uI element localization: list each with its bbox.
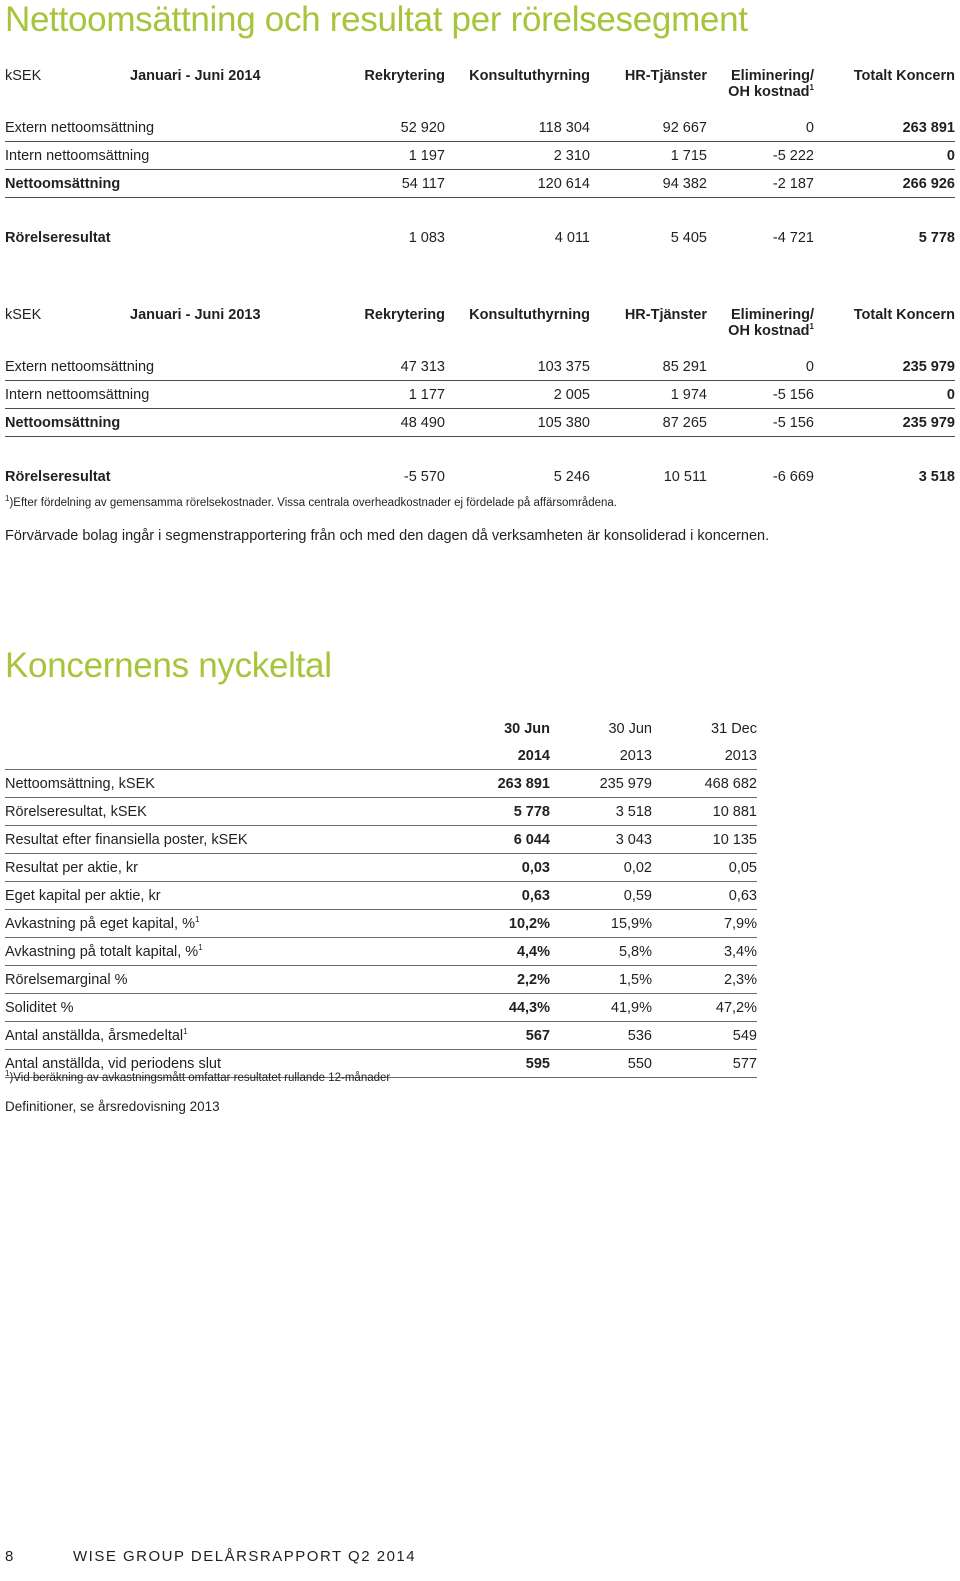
cell: 5 778 [918, 229, 955, 246]
col-rekrytering: Rekrytering [364, 68, 445, 84]
cell: 103 375 [445, 353, 590, 381]
cell: 1 715 [590, 142, 707, 170]
row-label: Eget kapital per aktie, kr [5, 882, 360, 910]
cell: 3,4% [652, 938, 757, 966]
period-label: Januari - Juni 2013 [130, 307, 261, 323]
cell: 1,5% [550, 966, 652, 994]
key-figures-table [5, 715, 757, 1078]
cell: 235 979 [814, 409, 955, 437]
cell: 2,2% [360, 966, 550, 994]
col-eliminering: Eliminering/ OH kostnad$^1$ [728, 307, 814, 339]
row-label: Avkastning på totalt kapital, %$^1$ [5, 938, 360, 966]
cell: 0,63 [360, 882, 550, 910]
cell: 0,59 [550, 882, 652, 910]
cell: 0 [707, 114, 814, 142]
table-header-row [5, 68, 955, 114]
col-konsultuthyrning: Konsultuthyrning [469, 307, 590, 323]
table-row [5, 910, 757, 938]
cell: -5 570 [403, 468, 445, 485]
cell: -5 222 [707, 142, 814, 170]
table-row [5, 463, 955, 490]
row-label: Nettoomsättning [5, 409, 270, 437]
row-label: Rörelseresultat [5, 468, 111, 485]
cell: 52 920 [270, 114, 445, 142]
cell: 5,8% [550, 938, 652, 966]
cell: 10,2% [360, 910, 550, 938]
table-row [5, 938, 757, 966]
period-label: Januari - Juni 2014 [130, 68, 261, 84]
cell: 550 [550, 1050, 652, 1078]
cell: -5 156 [707, 381, 814, 409]
table-row [5, 826, 757, 854]
table-row [5, 409, 955, 437]
segment-footnote: $^1$)Efter fördelning av gemensamma rörelsekostnader. Vissa centrala overheadkostnader ej fördelade på affärsområdena. [5, 494, 617, 509]
cell: 0 [814, 381, 955, 409]
row-label: Rörelsemarginal % [5, 966, 360, 994]
cell: 3 043 [550, 826, 652, 854]
row-label: Antal anställda, årsmedeltal$^1$ [5, 1022, 360, 1050]
table-row [5, 994, 757, 1022]
cell: 4,4% [360, 938, 550, 966]
row-label: Soliditet % [5, 994, 360, 1022]
cell: 1 177 [270, 381, 445, 409]
table-row [5, 854, 757, 882]
row-label: Antal anställda, vid periodens slut [5, 1050, 360, 1078]
table-header-row [5, 715, 757, 742]
cell: 5 405 [670, 229, 707, 246]
cell: 0 [707, 353, 814, 381]
cell: 7,9% [652, 910, 757, 938]
cell: 41,9% [550, 994, 652, 1022]
cell: 0,02 [550, 854, 652, 882]
report-title: WISE GROUP DELÅRSRAPPORT Q2 2014 [73, 1548, 417, 1565]
col-hr-tjanster: HR-Tjänster [624, 68, 707, 84]
cell: 5 778 [360, 798, 550, 826]
cell: 54 117 [270, 170, 445, 198]
unit-label: kSEK [5, 68, 42, 84]
key-figures-title: Koncernens nyckeltal [5, 646, 332, 685]
cell: 577 [652, 1050, 757, 1078]
col-konsultuthyrning: Konsultuthyrning [469, 68, 590, 84]
definitions-note: Definitioner, se årsredovisning 2013 [5, 1099, 220, 1114]
row-label: Nettoomsättning, kSEK [5, 770, 360, 798]
cell: -2 187 [707, 170, 814, 198]
row-label: Rörelseresultat, kSEK [5, 798, 360, 826]
cell: -6 669 [772, 468, 814, 485]
cell: 0,03 [360, 854, 550, 882]
cell: 85 291 [590, 353, 707, 381]
col-header: 30 Jun [608, 720, 652, 737]
cell: 10 135 [652, 826, 757, 854]
cell: 6 044 [360, 826, 550, 854]
cell: 2 310 [445, 142, 590, 170]
row-label: Extern nettoomsättning [5, 114, 270, 142]
cell: 0 [814, 142, 955, 170]
cell: 44,3% [360, 994, 550, 1022]
table-header-row [5, 742, 757, 770]
cell: 2,3% [652, 966, 757, 994]
table-row [5, 770, 757, 798]
cell: 94 382 [590, 170, 707, 198]
col-header: 2014 [517, 747, 550, 764]
cell: 10 511 [663, 468, 707, 485]
table-row [5, 1022, 757, 1050]
row-label: Intern nettoomsättning [5, 381, 270, 409]
table-row [5, 353, 955, 381]
segment-table-2014 [5, 68, 955, 251]
cell: 263 891 [814, 114, 955, 142]
cell: 263 891 [360, 770, 550, 798]
cell: -4 721 [772, 229, 814, 246]
key-figures-footnote: $^1$)Vid beräkning av avkastningsmått omfattar resultatet rullande 12-månader [5, 1069, 391, 1084]
page-number: 8 [5, 1548, 15, 1565]
cell: 1 083 [408, 229, 445, 246]
table-row [5, 142, 955, 170]
table-row [5, 966, 757, 994]
col-header: 2013 [724, 747, 757, 764]
page-footer [5, 1548, 416, 1565]
cell: 468 682 [652, 770, 757, 798]
col-hr-tjanster: HR-Tjänster [624, 307, 707, 323]
col-totalt-koncern: Totalt Koncern [853, 307, 955, 323]
cell: 536 [550, 1022, 652, 1050]
cell: 0,63 [652, 882, 757, 910]
cell: 4 011 [554, 229, 590, 246]
col-totalt-koncern: Totalt Koncern [853, 68, 955, 84]
cell: 266 926 [814, 170, 955, 198]
cell: 120 614 [445, 170, 590, 198]
cell: 47 313 [270, 353, 445, 381]
cell: 87 265 [590, 409, 707, 437]
cell: 595 [360, 1050, 550, 1078]
row-label: Nettoomsättning [5, 170, 270, 198]
segment-section-title: Nettoomsättning och resultat per rörelsesegment [5, 0, 748, 39]
cell: 235 979 [550, 770, 652, 798]
cell: 3 518 [918, 468, 955, 485]
table-row [5, 798, 757, 826]
col-header: 31 Dec [711, 720, 757, 737]
cell: 235 979 [814, 353, 955, 381]
unit-label: kSEK [5, 307, 42, 323]
table-row [5, 170, 955, 198]
segment-paragraph: Förvärvade bolag ingår i segmenstrapportering från och med den dagen då verksamheten är konsoliderad i koncernen. [5, 528, 770, 544]
row-label: Intern nettoomsättning [5, 142, 270, 170]
col-rekrytering: Rekrytering [364, 307, 445, 323]
col-header: 2013 [619, 747, 652, 764]
cell: 1 974 [590, 381, 707, 409]
cell: 2 005 [445, 381, 590, 409]
table-row [5, 381, 955, 409]
row-label: Resultat per aktie, kr [5, 854, 360, 882]
row-label: Extern nettoomsättning [5, 353, 270, 381]
col-eliminering: Eliminering/ OH kostnad$^1$ [728, 68, 814, 100]
cell: 0,05 [652, 854, 757, 882]
col-header: 30 Jun [504, 720, 550, 737]
table-header-row [5, 307, 955, 353]
cell: 48 490 [270, 409, 445, 437]
table-row [5, 882, 757, 910]
cell: 1 197 [270, 142, 445, 170]
cell: 15,9% [550, 910, 652, 938]
row-label: Resultat efter finansiella poster, kSEK [5, 826, 360, 854]
cell: 92 667 [590, 114, 707, 142]
cell: 549 [652, 1022, 757, 1050]
cell: -5 156 [707, 409, 814, 437]
row-label: Rörelseresultat [5, 229, 111, 246]
cell: 105 380 [445, 409, 590, 437]
cell: 567 [360, 1022, 550, 1050]
row-label: Avkastning på eget kapital, %$^1$ [5, 910, 360, 938]
cell: 5 246 [553, 468, 590, 485]
cell: 10 881 [652, 798, 757, 826]
cell: 3 518 [550, 798, 652, 826]
table-row [5, 224, 955, 251]
table-row [5, 114, 955, 142]
cell: 118 304 [445, 114, 590, 142]
cell: 47,2% [652, 994, 757, 1022]
segment-table-2013 [5, 307, 955, 490]
